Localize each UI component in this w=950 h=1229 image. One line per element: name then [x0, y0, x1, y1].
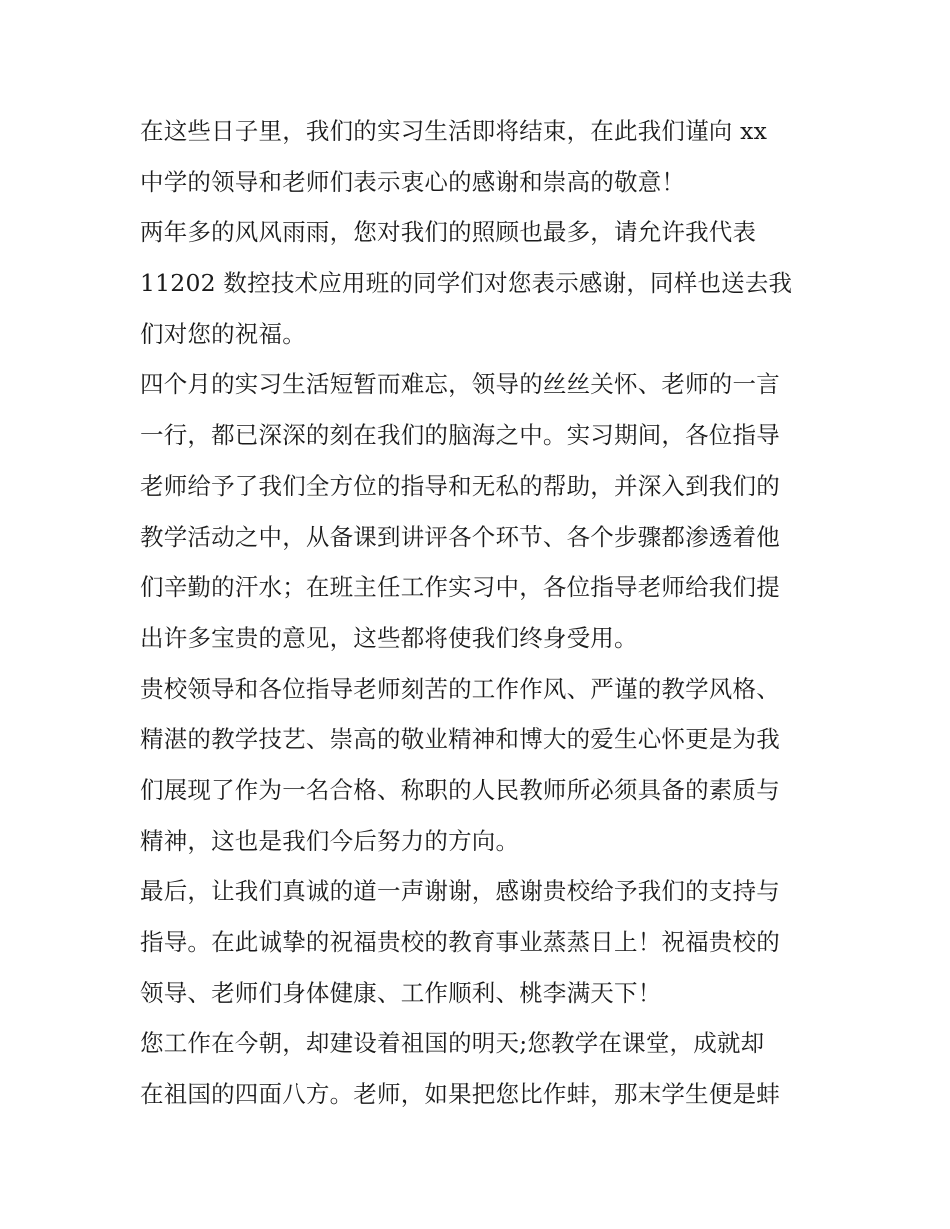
text-line: 贵校领导和各位指导老师刻苦的工作作风、严谨的教学风格、: [140, 674, 780, 703]
text-line: 教学活动之中，从备课到讲评各个环节、各个步骤都渗透着他: [140, 522, 780, 551]
text-line: 在祖国的四面八方。老师，如果把您比作蚌，那末学生便是蚌: [140, 1080, 780, 1109]
text-line: 指导。在此诚挚的祝福贵校的教育事业蒸蒸日上！祝福贵校的: [140, 928, 780, 956]
text-line: 最后，让我们真诚的道一声谢谢，感谢贵校给予我们的支持与: [140, 877, 780, 906]
text-line: 领导、老师们身体健康、工作顺利、桃李满天下！: [140, 978, 662, 1007]
text-line: 精湛的教学技艺、崇高的敬业精神和博大的爱生心怀更是为我: [140, 725, 780, 754]
text-line: 中学的领导和老师们表示衷心的感谢和崇高的敬意！: [140, 167, 686, 196]
paragraph: [140, 113, 830, 214]
text-line: 在这些日子里，我们的实习生活即将结束，在此我们谨向 xx: [140, 117, 768, 145]
text-line: 们对您的祝福。: [140, 319, 306, 348]
paragraph: [140, 873, 830, 1025]
document-body: [140, 113, 830, 1127]
text-line: 您工作在今朝，却建设着祖国的明天;您教学在课堂，成就却: [140, 1029, 765, 1058]
text-line: 们展现了作为一名合格、称职的人民教师所必须具备的素质与: [140, 775, 780, 804]
text-line: 11202 数控技术应用班的同学们对您表示感谢，同样也送去我: [140, 269, 793, 298]
paragraph: [140, 214, 830, 366]
paragraph: [140, 671, 830, 874]
text-line: 精神，这也是我们今后努力的方向。: [140, 826, 520, 855]
text-line: 两年多的风风雨雨，您对我们的照顾也最多，请允许我代表: [140, 218, 757, 247]
text-line: 一行，都已深深的刻在我们的脑海之中。实习期间，各位指导: [140, 421, 780, 450]
text-line: 们辛勤的汗水；在班主任工作实习中，各位指导老师给我们提: [140, 573, 780, 602]
paragraph: [140, 1025, 830, 1126]
text-line: 四个月的实习生活短暂而难忘，领导的丝丝关怀、老师的一言: [140, 370, 780, 399]
text-line: 老师给予了我们全方位的指导和无私的帮助，并深入到我们的: [140, 471, 780, 500]
text-line: 出许多宝贵的意见，这些都将使我们终身受用。: [140, 623, 638, 652]
paragraph: [140, 366, 830, 670]
